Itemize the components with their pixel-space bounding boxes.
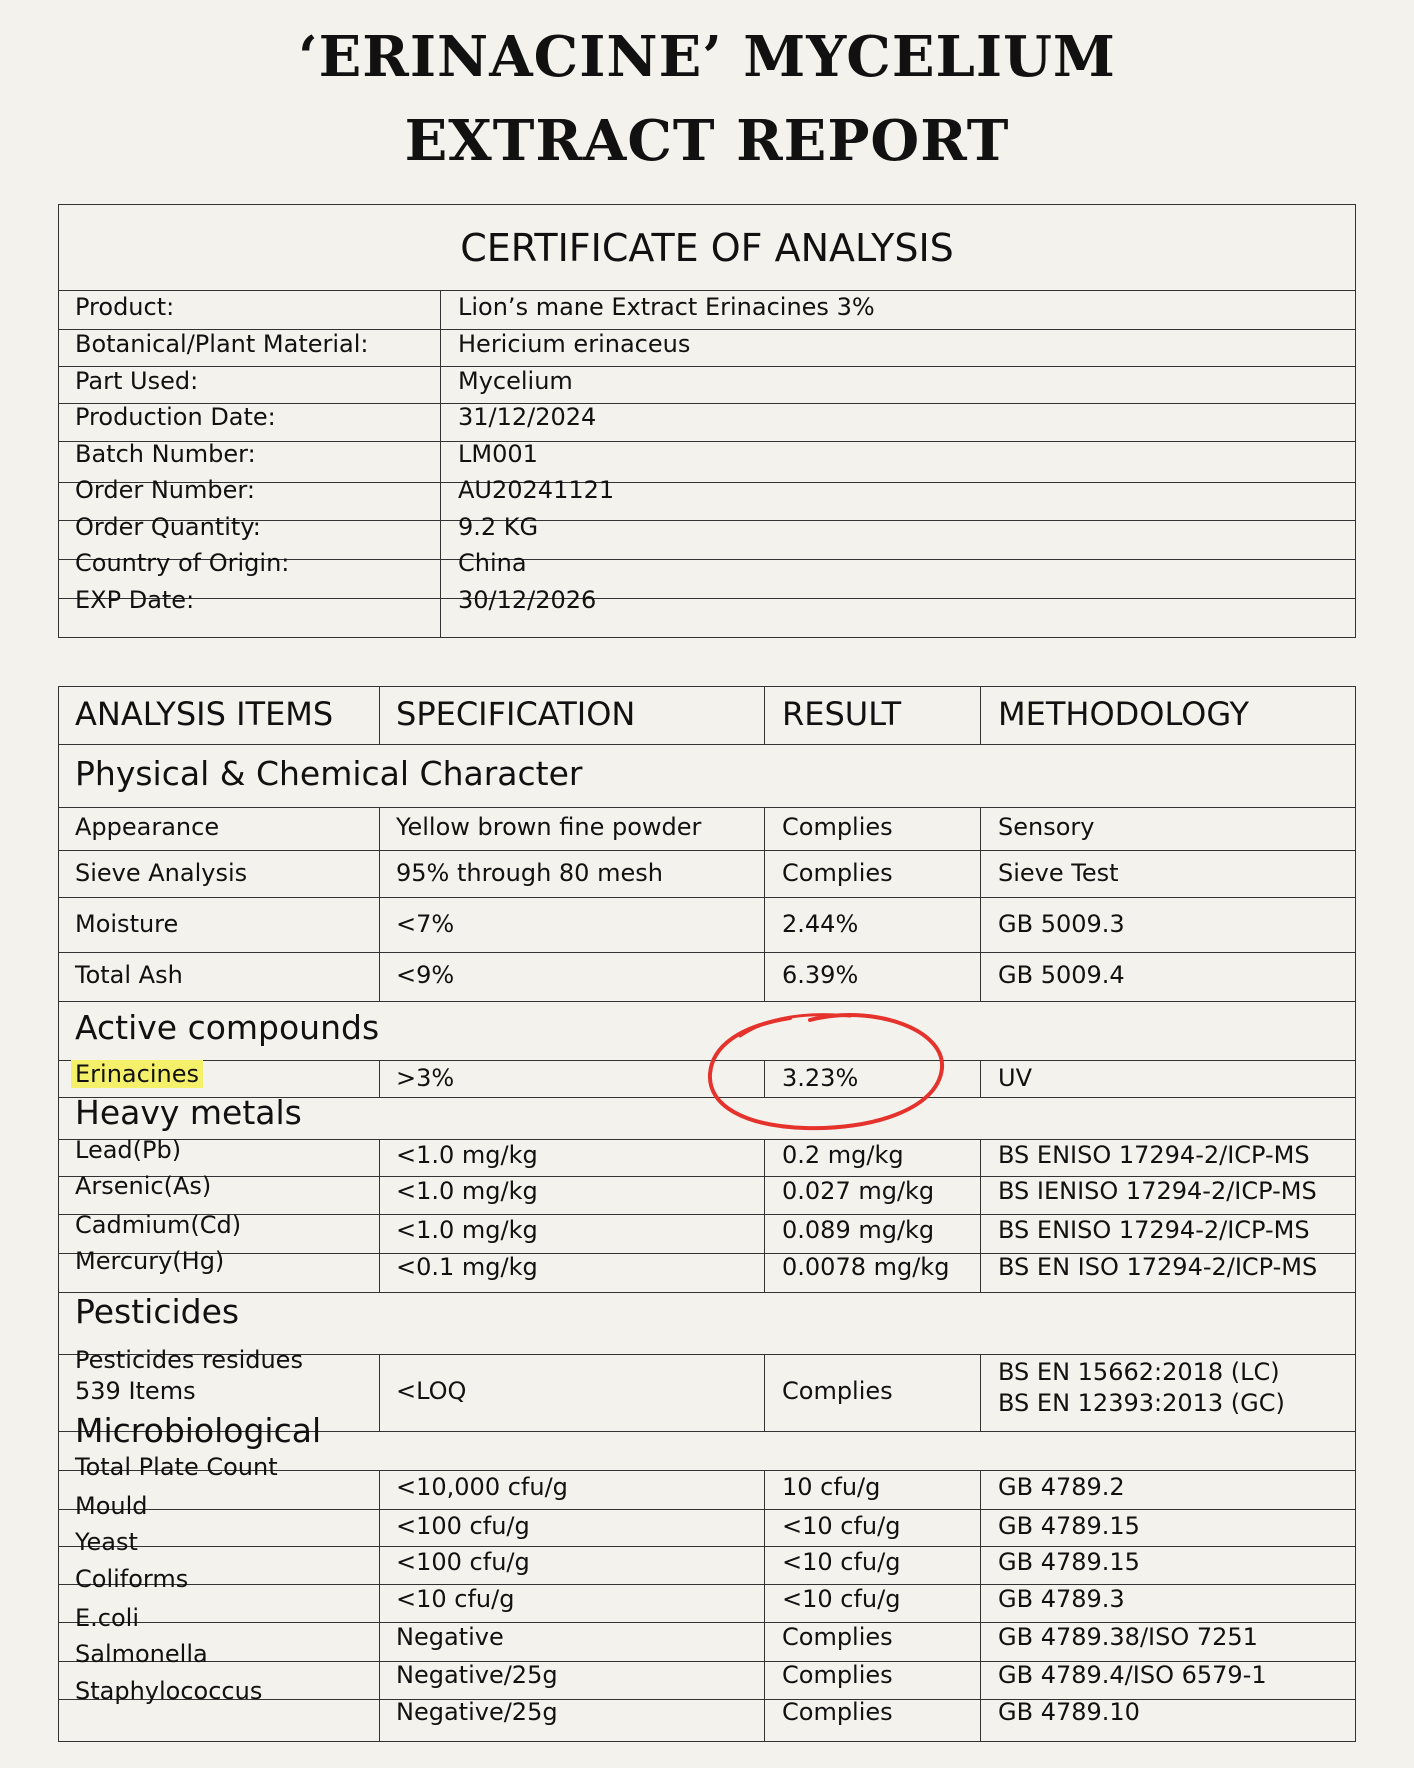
section-microbiological: Microbiological [75,1411,322,1450]
micro-method-ecoli: GB 4789.38/ISO 7251 [998,1623,1258,1651]
col-divider [980,807,981,1001]
col-divider [764,1470,765,1742]
metal-method-cadmium: BS ENISO 17294-2/ICP-MS [998,1216,1310,1244]
analysis-rule [58,744,1356,745]
col-divider [980,1139,981,1292]
row-moisture-spec: <7% [396,910,455,938]
col-divider [379,1354,380,1431]
cert-label-exp-date: EXP Date: [75,586,195,614]
micro-item-mould: Mould [75,1492,148,1520]
micro-result-yeast: <10 cfu/g [782,1548,901,1576]
row-sieve-method: Sieve Test [998,859,1119,887]
row-appearance-result: Complies [782,813,893,841]
analysis-rule [58,897,1356,898]
header-specification: SPECIFICATION [396,695,636,733]
section-pesticides: Pesticides [75,1292,240,1331]
micro-result-mould: <10 cfu/g [782,1512,901,1540]
cert-label-botanical: Botanical/Plant Material: [75,330,369,358]
report-title-line2: EXTRACT REPORT [404,108,1010,174]
micro-item-total-plate-count: Total Plate Count [75,1453,278,1481]
metal-result-cadmium: 0.089 mg/kg [782,1216,935,1244]
analysis-rule [58,807,1356,808]
analysis-rule [58,1509,1356,1510]
metal-method-mercury: BS EN ISO 17294-2/ICP-MS [998,1253,1318,1281]
red-circle-annotation [700,998,950,1148]
cert-value-country: China [458,549,527,577]
metal-result-arsenic: 0.027 mg/kg [782,1177,935,1205]
micro-spec-ecoli: Negative [396,1623,504,1651]
micro-spec-staphylococcus: Negative/25g [396,1698,558,1726]
row-erinacines-item [75,1060,203,1088]
section-heavy-metals: Heavy metals [75,1093,302,1132]
analysis-rule [58,1546,1356,1547]
micro-spec-total-plate-count: <10,000 cfu/g [396,1473,568,1501]
row-moisture-result: 2.44% [782,910,859,938]
metal-result-lead: 0.2 mg/kg [782,1141,904,1169]
metal-spec-arsenic: <1.0 mg/kg [396,1177,538,1205]
cert-rule [58,290,1356,291]
col-divider [379,1470,380,1742]
micro-item-ecoli: E.coli [75,1604,140,1632]
row-total-ash-item: Total Ash [75,961,183,989]
col-divider [980,1354,981,1431]
analysis-rule [58,1584,1356,1585]
micro-result-salmonella: Complies [782,1661,893,1689]
micro-method-salmonella: GB 4789.4/ISO 6579-1 [998,1661,1267,1689]
row-total-ash-spec: <9% [396,961,455,989]
row-total-ash-result: 6.39% [782,961,859,989]
cert-label-part-used: Part Used: [75,367,199,395]
row-moisture-item: Moisture [75,910,179,938]
row-erinacines-method: UV [998,1064,1032,1092]
pesticide-method-line2: BS EN 12393:2013 (GC) [998,1389,1285,1417]
micro-item-coliforms: Coliforms [75,1565,189,1593]
col-divider [379,1139,380,1292]
micro-method-total-plate-count: GB 4789.2 [998,1473,1125,1501]
metal-spec-cadmium: <1.0 mg/kg [396,1216,538,1244]
analysis-rule [58,952,1356,953]
metal-method-arsenic: BS IENISO 17294-2/ICP-MS [998,1177,1317,1205]
col-divider [980,1470,981,1742]
micro-spec-coliforms: <10 cfu/g [396,1585,515,1613]
cert-value-batch-number: LM001 [458,440,538,468]
micro-item-yeast: Yeast [75,1528,138,1556]
col-divider [764,807,765,1001]
micro-spec-yeast: <100 cfu/g [396,1548,530,1576]
pesticide-item-line1: Pesticides residues [75,1346,303,1374]
col-divider [764,1354,765,1431]
metal-item-cadmium: Cadmium(Cd) [75,1211,242,1239]
metal-method-lead: BS ENISO 17294-2/ICP-MS [998,1141,1310,1169]
row-appearance-spec: Yellow brown fine powder [396,813,702,841]
row-erinacines-spec: >3% [396,1064,455,1092]
micro-method-coliforms: GB 4789.3 [998,1585,1125,1613]
col-divider [764,1139,765,1292]
col-divider [764,686,765,744]
header-methodology: METHODOLOGY [998,695,1250,733]
micro-result-ecoli: Complies [782,1623,893,1651]
row-appearance-method: Sensory [998,813,1095,841]
metal-spec-mercury: <0.1 mg/kg [396,1253,538,1281]
micro-item-salmonella: Salmonella [75,1640,208,1668]
pesticide-item-line2: 539 Items [75,1377,196,1405]
cert-value-production-date: 31/12/2024 [458,403,597,431]
cert-value-order-quantity: 9.2 KG [458,513,539,541]
row-sieve-item: Sieve Analysis [75,859,248,887]
analysis-rule [58,1214,1356,1215]
report-title-line1: ‘ERINACINE’ MYCELIUM [298,24,1116,90]
micro-result-staphylococcus: Complies [782,1698,893,1726]
cert-rule [58,366,1356,367]
micro-result-coliforms: <10 cfu/g [782,1585,901,1613]
metal-result-mercury: 0.0078 mg/kg [782,1253,950,1281]
cert-value-botanical: Hericium erinaceus [458,330,691,358]
metal-item-lead: Lead(Pb) [75,1136,182,1164]
erinacines-highlight: Erinacines [71,1060,203,1088]
section-physical-chemical: Physical & Chemical Character [75,754,583,793]
pesticide-spec: <LOQ [396,1377,467,1405]
cert-label-batch-number: Batch Number: [75,440,256,468]
col-divider [980,686,981,744]
row-erinacines-result: 3.23% [782,1064,859,1092]
col-divider [379,807,380,1001]
metal-item-mercury: Mercury(Hg) [75,1247,225,1275]
row-sieve-spec: 95% through 80 mesh [396,859,663,887]
cert-value-order-number: AU20241121 [458,476,615,504]
cert-value-part-used: Mycelium [458,367,573,395]
section-active-compounds: Active compounds [75,1008,380,1047]
certificate-divider [440,290,441,638]
cert-label-product: Product: [75,293,175,321]
col-divider [379,1060,380,1098]
col-divider [980,1060,981,1098]
row-sieve-result: Complies [782,859,893,887]
micro-method-mould: GB 4789.15 [998,1512,1140,1540]
cert-rule [58,598,1356,599]
analysis-rule [58,850,1356,851]
pesticide-method-line1: BS EN 15662:2018 (LC) [998,1358,1280,1386]
micro-spec-mould: <100 cfu/g [396,1512,530,1540]
micro-spec-salmonella: Negative/25g [396,1661,558,1689]
row-appearance-item: Appearance [75,813,220,841]
certificate-heading: CERTIFICATE OF ANALYSIS [460,226,954,270]
metal-spec-lead: <1.0 mg/kg [396,1141,538,1169]
pesticide-result: Complies [782,1377,893,1405]
row-moisture-method: GB 5009.3 [998,910,1125,938]
cert-label-country: Country of Origin: [75,549,290,577]
cert-value-exp-date: 30/12/2026 [458,586,597,614]
header-analysis-items: ANALYSIS ITEMS [75,695,334,733]
micro-method-staphylococcus: GB 4789.10 [998,1698,1140,1726]
cert-label-order-quantity: Order Quantity: [75,513,261,541]
cert-label-order-number: Order Number: [75,476,255,504]
row-total-ash-method: GB 5009.4 [998,961,1125,989]
micro-method-yeast: GB 4789.15 [998,1548,1140,1576]
header-result: RESULT [782,695,902,733]
micro-item-staphylococcus: Staphylococcus [75,1677,263,1705]
col-divider [379,686,380,744]
cert-value-product: Lion’s mane Extract Erinacines 3% [458,293,875,321]
metal-item-arsenic: Arsenic(As) [75,1172,212,1200]
cert-label-production-date: Production Date: [75,403,276,431]
analysis-rule [58,1292,1356,1293]
micro-result-total-plate-count: 10 cfu/g [782,1473,881,1501]
